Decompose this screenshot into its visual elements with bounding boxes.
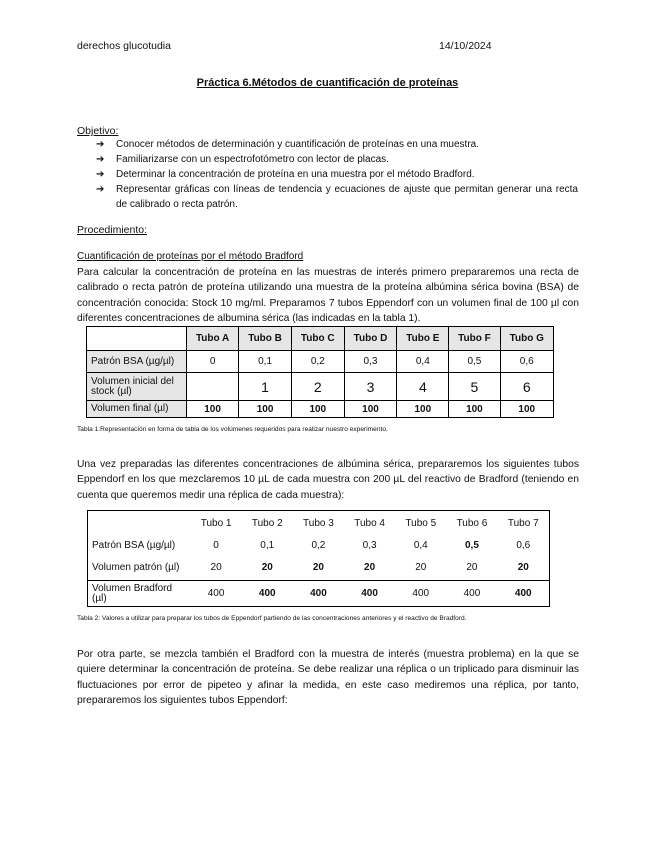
list-item: ➔ Representar gráficas con líneas de tendencia y ecuaciones de ajuste que permitan generar una recta de calibrado o recta patrón. [96, 184, 578, 210]
table-1-caption: Tabla 1:Representación en forma de tabla de los volúmenes requeridos para realizar nuestro experimento. [77, 426, 388, 433]
paragraph-sample: Por otra parte, se mezcla también el Bradford con la muestra de interés (muestra problema) en la que se quiere determinar la concentración de proteína. Se debe realizar una réplica o un triplicado para disminuir las fluctuaciones por error de pipeteo y afinar la medida, en este caso mediremos una réplica, por tanto, prepararemos los siguientes tubos Eppendorf: [77, 649, 579, 707]
list-item: ➔ Determinar la concentración de proteína en una muestra por el método Bradford. [96, 169, 475, 180]
document-header-left: derechos glucotudia [77, 40, 171, 52]
list-item: ➔ Familiarizarse con un espectrofotómetro con lector de placas. [96, 154, 389, 165]
arrow-right-icon: ➔ [96, 169, 105, 180]
arrow-right-icon: ➔ [96, 154, 105, 165]
table-row: Volumen patrón (µl) 20 20 20 20 20 20 20 [92, 561, 529, 574]
table-row: Volumen final (µl) 100 100 100 100 100 100 100 [87, 401, 554, 418]
arrow-right-icon: ➔ [96, 184, 105, 195]
document-date: 14/10/2024 [439, 40, 492, 52]
table-2-caption: Tabla 2: Valores a utilizar para preparar los tubos de Eppendorf partiendo de las concentraciones anteriores y el reactivo de Bradford. [77, 615, 467, 622]
objective-heading: Objetivo: [77, 125, 119, 137]
table-row: Volumen Bradford (µl) 400 400 400 400 400 400 400 [88, 581, 550, 607]
table-row: Patrón BSA (µg/µl) 0 0,1 0,2 0,3 0,4 0,5 0,6 [92, 539, 531, 551]
paragraph-bradford: Una vez preparadas las diferentes concentraciones de albúmina sérica, prepararemos los siguientes tubos Eppendorf en los que mezclaremos 10 µL de cada muestra con 200 µL del reactivo de Bradford (teniendo en cuenta que queremos medir una réplica de cada muestra): [77, 459, 579, 501]
objective-list [96, 137, 578, 212]
table-header-row: Tubo A Tubo B Tubo C Tubo D Tubo E Tubo F Tubo G [87, 327, 554, 351]
page-title: Práctica 6.Métodos de cuantificación de proteínas [196, 77, 459, 89]
table-2 [87, 510, 550, 607]
table-1 [86, 326, 554, 418]
table-row: Volumen inicial del stock (µl) 1 2 3 4 5 6 [87, 373, 554, 401]
arrow-right-icon: ➔ [96, 139, 105, 150]
procedure-heading: Procedimiento: [77, 224, 148, 236]
table-row: Patrón BSA (µg/µl) 0 0,1 0,2 0,3 0,4 0,5 0,6 [87, 351, 554, 373]
bradford-subheading: Cuantificación de proteínas por el método Bradford [77, 251, 304, 262]
list-item: ➔ Conocer métodos de determinación y cuantificación de proteínas en una muestra. [96, 139, 479, 150]
paragraph-intro: Para calcular la concentración de proteína en las muestras de interés primero prepararemos una recta de calibrado o recta patrón de proteína utilizando una muestra de la proteína albúmina sérica bovina (BSA) de concentración conocida: Stock 10 mg/ml. Preparamos 7 tubos Eppendorf con un volumen final de 100 µl con diferentes concentraciones de albumina sérica (las indicadas en la tabla 1). [77, 267, 579, 325]
table-header-row: Tubo 1 Tubo 2 Tubo 3 Tubo 4 Tubo 5 Tubo 6 Tubo 7 [200, 517, 539, 529]
